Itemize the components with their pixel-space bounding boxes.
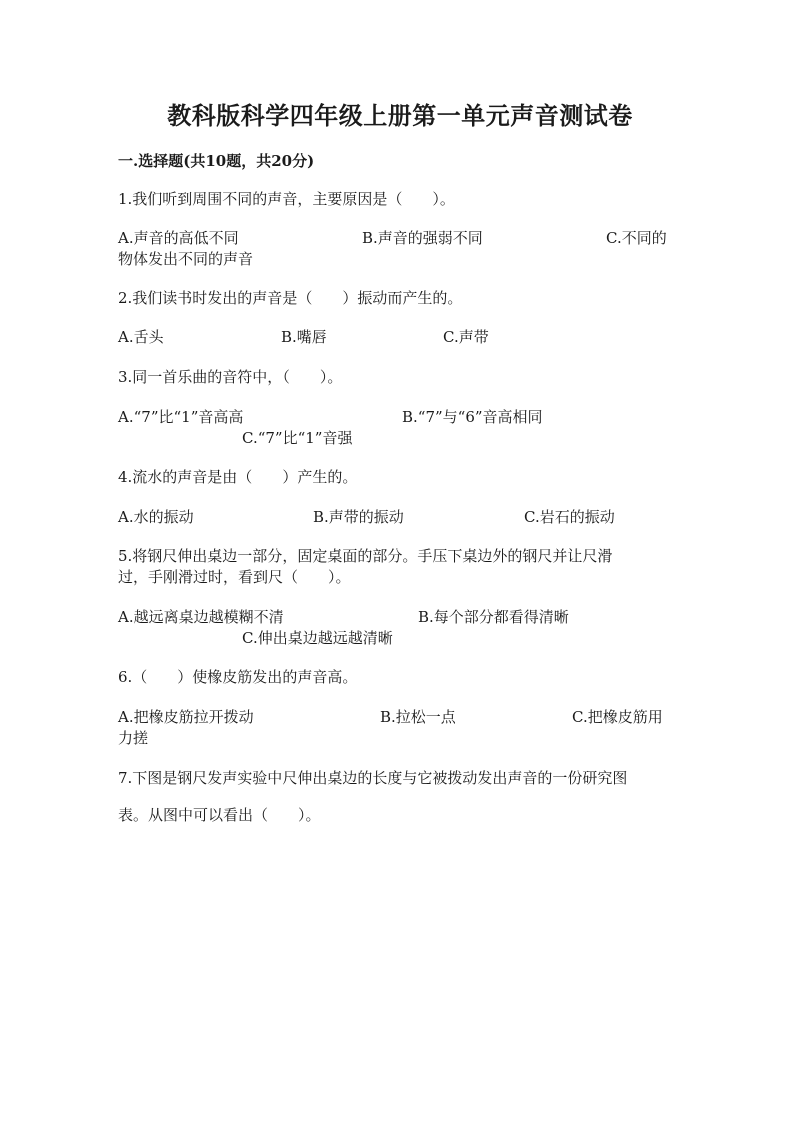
question-7-stem-continued: 表。从图中可以看出（ ）。: [118, 806, 321, 824]
question-1-option-b: B.声音的强弱不同: [362, 229, 483, 247]
question-3-stem: 3.同一首乐曲的音符中，（ ）。: [118, 368, 343, 386]
question-6-option-c: C.把橡皮筋用: [572, 708, 663, 726]
question-2-option-b: B.嘴唇: [281, 328, 327, 346]
question-6-option-b: B.拉松一点: [380, 708, 456, 726]
question-2-option-c: C.声带: [443, 328, 489, 346]
section-heading: 一.选择题(共10题，共20分): [118, 152, 315, 170]
question-2-option-a: A.舌头: [118, 328, 164, 346]
question-5-option-b: B.每个部分都看得清晰: [418, 608, 569, 626]
question-7-stem: 7.下图是钢尺发声实验中尺伸出桌边的长度与它被拨动发出声音的一份研究图: [118, 769, 628, 787]
question-4-option-b: B.声带的振动: [313, 508, 404, 526]
question-5-option-a: A.越远离桌边越模糊不清: [118, 608, 284, 626]
question-5-stem-continued: 过，手刚滑过时，看到尺（ ）。: [118, 568, 351, 586]
question-3-option-b: B.“7”与“6”音高相同: [402, 408, 543, 426]
question-1-stem: 1.我们听到周围不同的声音，主要原因是（ ）。: [118, 190, 455, 208]
question-6-option-a: A.把橡皮筋拉开拨动: [118, 708, 254, 726]
question-1-option-a: A.声音的高低不同: [118, 229, 239, 247]
question-1-option-c-continued: 物体发出不同的声音: [118, 250, 254, 268]
question-4-option-a: A.水的振动: [118, 508, 194, 526]
page-title: 教科版科学四年级上册第一单元声音测试卷: [167, 101, 633, 130]
question-3-option-a: A.“7”比“1”音高高: [118, 408, 244, 426]
question-6-stem: 6.（ ）使橡皮筋发出的声音高。: [118, 668, 358, 686]
question-4-option-c: C.岩石的振动: [524, 508, 615, 526]
question-4-stem: 4.流水的声音是由（ ）产生的。: [118, 468, 358, 486]
question-1-option-c: C.不同的: [606, 229, 667, 247]
question-5-stem: 5.将钢尺伸出桌边一部分，固定桌面的部分。手压下桌边外的钢尺并让尺滑: [118, 547, 613, 565]
question-2-stem: 2.我们读书时发出的声音是（ ）振动而产生的。: [118, 289, 463, 307]
question-5-option-c: C.伸出桌边越远越清晰: [242, 629, 393, 647]
question-3-option-c: C.“7”比“1”音强: [242, 429, 353, 447]
question-6-option-c-continued: 力搓: [118, 729, 149, 747]
